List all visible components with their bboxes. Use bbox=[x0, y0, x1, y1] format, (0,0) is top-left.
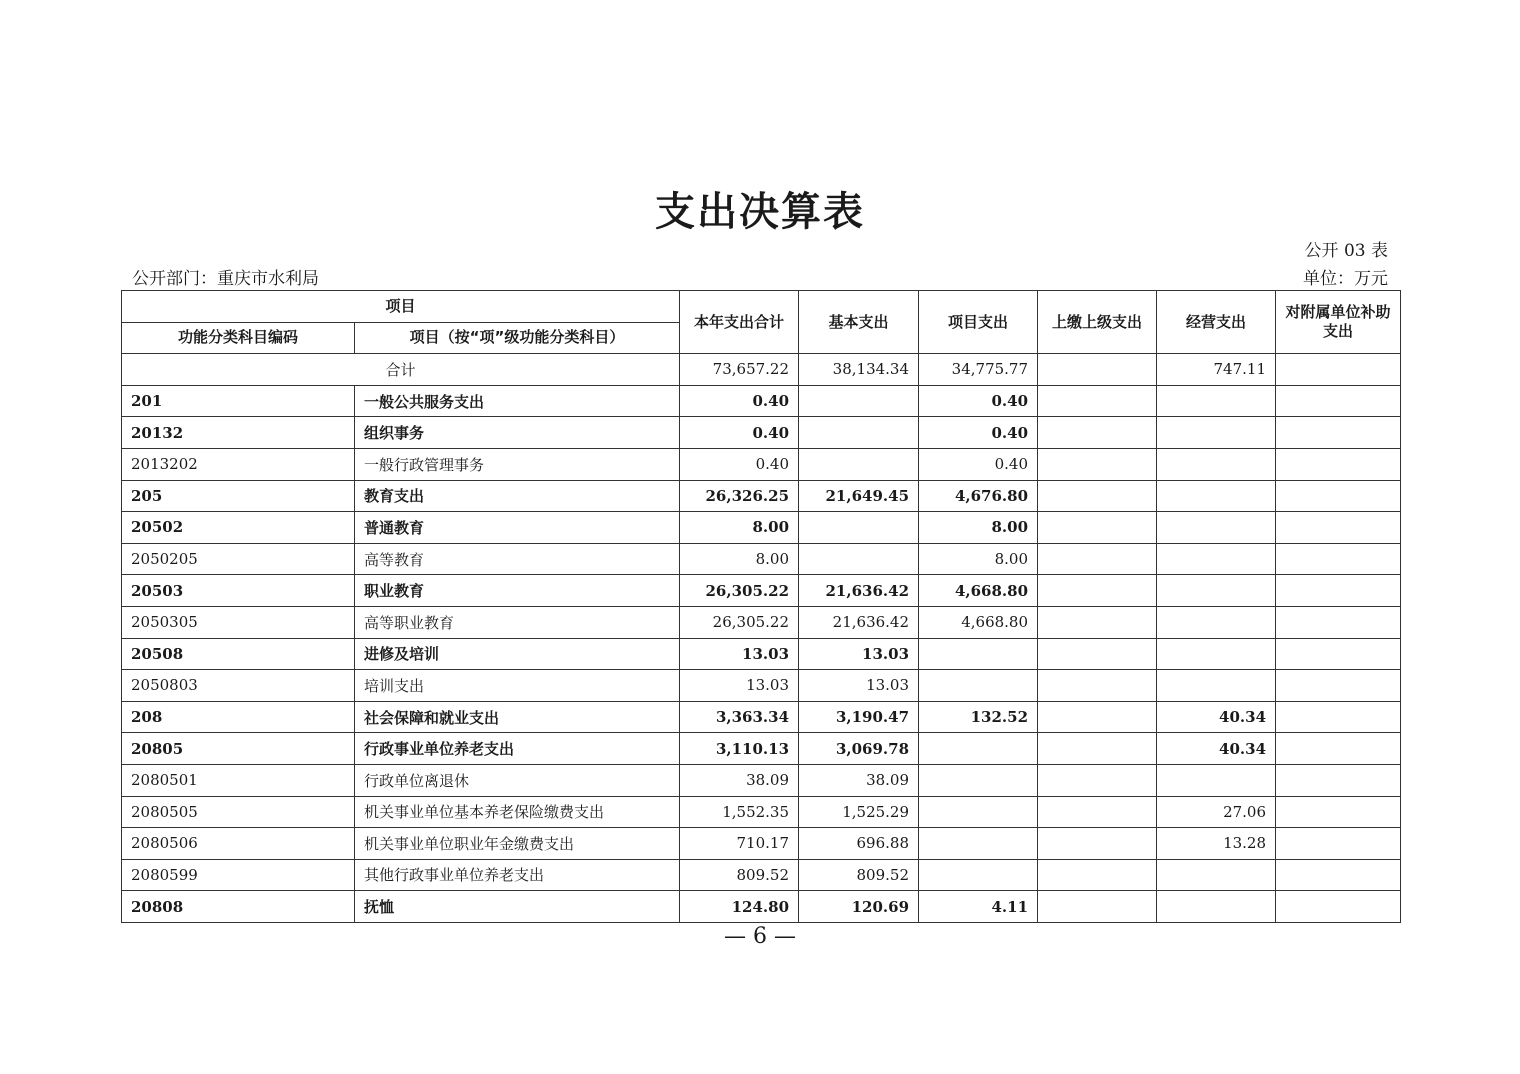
total-cell: 8.00 bbox=[680, 543, 799, 575]
name-cell: 教育支出 bbox=[355, 480, 680, 512]
code-cell: 2080506 bbox=[122, 828, 355, 860]
business-cell: 40.34 bbox=[1157, 701, 1276, 733]
table-row bbox=[122, 733, 1401, 765]
total-label: 合计 bbox=[122, 354, 680, 386]
name-cell: 组织事务 bbox=[355, 417, 680, 449]
header-subsidy: 对附属单位补助支出 bbox=[1276, 291, 1401, 354]
name-cell: 一般行政管理事务 bbox=[355, 448, 680, 480]
upper-cell bbox=[1038, 417, 1157, 449]
basic-cell bbox=[799, 385, 919, 417]
name-cell: 职业教育 bbox=[355, 575, 680, 607]
subsidy-cell bbox=[1276, 575, 1401, 607]
subsidy-cell bbox=[1276, 670, 1401, 702]
subsidy-cell bbox=[1276, 828, 1401, 860]
project-cell: 4,676.80 bbox=[919, 480, 1038, 512]
header-upper: 上缴上级支出 bbox=[1038, 291, 1157, 354]
document-title: 支出决算表 bbox=[655, 188, 865, 235]
header-row-1 bbox=[122, 291, 1401, 323]
project-cell bbox=[919, 733, 1038, 765]
code-cell: 2080599 bbox=[122, 859, 355, 891]
name-cell: 抚恤 bbox=[355, 891, 680, 923]
department-label: 公开部门：重庆市水利局 bbox=[132, 269, 319, 289]
subsidy-cell bbox=[1276, 512, 1401, 544]
name-cell: 其他行政事业单位养老支出 bbox=[355, 859, 680, 891]
upper-cell bbox=[1038, 733, 1157, 765]
name-cell: 行政单位离退休 bbox=[355, 764, 680, 796]
page-number: — 6 — bbox=[724, 924, 796, 949]
upper-cell bbox=[1038, 796, 1157, 828]
subsidy-cell bbox=[1276, 859, 1401, 891]
header-name: 项目（按“项”级功能分类科目） bbox=[355, 322, 680, 354]
basic-cell: 21,636.42 bbox=[799, 606, 919, 638]
code-cell: 2080505 bbox=[122, 796, 355, 828]
subsidy-cell bbox=[1276, 417, 1401, 449]
table-number: 公开 03 表 bbox=[1304, 241, 1388, 261]
name-cell: 一般公共服务支出 bbox=[355, 385, 680, 417]
code-cell: 2050205 bbox=[122, 543, 355, 575]
total-cell: 26,305.22 bbox=[680, 606, 799, 638]
name-cell: 行政事业单位养老支出 bbox=[355, 733, 680, 765]
total-cell: 0.40 bbox=[680, 417, 799, 449]
basic-cell: 38.09 bbox=[799, 764, 919, 796]
code-cell: 2050305 bbox=[122, 606, 355, 638]
table-row bbox=[122, 859, 1401, 891]
code-cell: 20508 bbox=[122, 638, 355, 670]
basic-cell: 3,069.78 bbox=[799, 733, 919, 765]
total-cell: 13.03 bbox=[680, 670, 799, 702]
header-total: 本年支出合计 bbox=[680, 291, 799, 354]
project-cell: 4.11 bbox=[919, 891, 1038, 923]
total-cell: 0.40 bbox=[680, 385, 799, 417]
table-row bbox=[122, 670, 1401, 702]
business-cell bbox=[1157, 480, 1276, 512]
basic-cell bbox=[799, 417, 919, 449]
table-row bbox=[122, 891, 1401, 923]
code-cell: 20805 bbox=[122, 733, 355, 765]
upper-cell bbox=[1038, 543, 1157, 575]
table-row bbox=[122, 701, 1401, 733]
name-cell: 机关事业单位基本养老保险缴费支出 bbox=[355, 796, 680, 828]
subsidy-cell bbox=[1276, 733, 1401, 765]
project-cell: 4,668.80 bbox=[919, 606, 1038, 638]
code-cell: 2050803 bbox=[122, 670, 355, 702]
project-cell bbox=[919, 670, 1038, 702]
total-cell: 1,552.35 bbox=[680, 796, 799, 828]
total-cell: 73,657.22 bbox=[680, 354, 799, 386]
code-cell: 20132 bbox=[122, 417, 355, 449]
project-cell: 132.52 bbox=[919, 701, 1038, 733]
business-cell bbox=[1157, 891, 1276, 923]
subsidy-cell bbox=[1276, 543, 1401, 575]
header-basic: 基本支出 bbox=[799, 291, 919, 354]
business-cell bbox=[1157, 385, 1276, 417]
project-cell: 0.40 bbox=[919, 448, 1038, 480]
upper-cell bbox=[1038, 670, 1157, 702]
subsidy-cell bbox=[1276, 796, 1401, 828]
header-project-expense: 项目支出 bbox=[919, 291, 1038, 354]
total-row bbox=[122, 354, 1401, 386]
project-cell bbox=[919, 764, 1038, 796]
upper-cell bbox=[1038, 512, 1157, 544]
total-cell: 8.00 bbox=[680, 512, 799, 544]
upper-cell bbox=[1038, 575, 1157, 607]
subsidy-cell bbox=[1276, 354, 1401, 386]
name-cell: 高等职业教育 bbox=[355, 606, 680, 638]
business-cell bbox=[1157, 448, 1276, 480]
subsidy-cell bbox=[1276, 764, 1401, 796]
project-cell: 8.00 bbox=[919, 543, 1038, 575]
basic-cell: 21,636.42 bbox=[799, 575, 919, 607]
header-code: 功能分类科目编码 bbox=[122, 322, 355, 354]
basic-cell: 3,190.47 bbox=[799, 701, 919, 733]
total-cell: 26,305.22 bbox=[680, 575, 799, 607]
basic-cell bbox=[799, 543, 919, 575]
upper-cell bbox=[1038, 448, 1157, 480]
table-row bbox=[122, 543, 1401, 575]
upper-cell bbox=[1038, 480, 1157, 512]
table-row bbox=[122, 385, 1401, 417]
table-row bbox=[122, 512, 1401, 544]
subsidy-cell bbox=[1276, 701, 1401, 733]
table-row bbox=[122, 828, 1401, 860]
name-cell: 机关事业单位职业年金缴费支出 bbox=[355, 828, 680, 860]
table-row bbox=[122, 796, 1401, 828]
upper-cell bbox=[1038, 638, 1157, 670]
header-project: 项目 bbox=[122, 291, 680, 323]
basic-cell: 38,134.34 bbox=[799, 354, 919, 386]
business-cell: 40.34 bbox=[1157, 733, 1276, 765]
code-cell: 2080501 bbox=[122, 764, 355, 796]
business-cell bbox=[1157, 417, 1276, 449]
total-cell: 3,110.13 bbox=[680, 733, 799, 765]
name-cell: 普通教育 bbox=[355, 512, 680, 544]
total-cell: 124.80 bbox=[680, 891, 799, 923]
upper-cell bbox=[1038, 354, 1157, 386]
subsidy-cell bbox=[1276, 638, 1401, 670]
name-cell: 进修及培训 bbox=[355, 638, 680, 670]
basic-cell: 1,525.29 bbox=[799, 796, 919, 828]
upper-cell bbox=[1038, 764, 1157, 796]
table-row bbox=[122, 480, 1401, 512]
project-cell: 0.40 bbox=[919, 385, 1038, 417]
name-cell: 高等教育 bbox=[355, 543, 680, 575]
code-cell: 20502 bbox=[122, 512, 355, 544]
project-cell bbox=[919, 859, 1038, 891]
name-cell: 社会保障和就业支出 bbox=[355, 701, 680, 733]
basic-cell: 696.88 bbox=[799, 828, 919, 860]
subsidy-cell bbox=[1276, 448, 1401, 480]
code-cell: 208 bbox=[122, 701, 355, 733]
table-row bbox=[122, 417, 1401, 449]
upper-cell bbox=[1038, 606, 1157, 638]
project-cell bbox=[919, 638, 1038, 670]
project-cell: 34,775.77 bbox=[919, 354, 1038, 386]
name-cell: 培训支出 bbox=[355, 670, 680, 702]
project-cell bbox=[919, 828, 1038, 860]
upper-cell bbox=[1038, 859, 1157, 891]
table-row bbox=[122, 638, 1401, 670]
upper-cell bbox=[1038, 891, 1157, 923]
subsidy-cell bbox=[1276, 480, 1401, 512]
project-cell: 4,668.80 bbox=[919, 575, 1038, 607]
business-cell bbox=[1157, 543, 1276, 575]
business-cell bbox=[1157, 859, 1276, 891]
header-business: 经营支出 bbox=[1157, 291, 1276, 354]
business-cell bbox=[1157, 575, 1276, 607]
basic-cell bbox=[799, 448, 919, 480]
business-cell bbox=[1157, 670, 1276, 702]
code-cell: 2013202 bbox=[122, 448, 355, 480]
basic-cell: 120.69 bbox=[799, 891, 919, 923]
code-cell: 20808 bbox=[122, 891, 355, 923]
project-cell: 0.40 bbox=[919, 417, 1038, 449]
expenditure-table bbox=[121, 290, 1401, 923]
subsidy-cell bbox=[1276, 385, 1401, 417]
total-cell: 710.17 bbox=[680, 828, 799, 860]
total-cell: 809.52 bbox=[680, 859, 799, 891]
basic-cell: 13.03 bbox=[799, 638, 919, 670]
code-cell: 20503 bbox=[122, 575, 355, 607]
total-cell: 38.09 bbox=[680, 764, 799, 796]
business-cell: 27.06 bbox=[1157, 796, 1276, 828]
total-cell: 3,363.34 bbox=[680, 701, 799, 733]
code-cell: 201 bbox=[122, 385, 355, 417]
subsidy-cell bbox=[1276, 891, 1401, 923]
upper-cell bbox=[1038, 828, 1157, 860]
business-cell bbox=[1157, 606, 1276, 638]
upper-cell bbox=[1038, 701, 1157, 733]
upper-cell bbox=[1038, 385, 1157, 417]
total-cell: 0.40 bbox=[680, 448, 799, 480]
subsidy-cell bbox=[1276, 606, 1401, 638]
basic-cell bbox=[799, 512, 919, 544]
business-cell bbox=[1157, 512, 1276, 544]
table-row bbox=[122, 606, 1401, 638]
code-cell: 205 bbox=[122, 480, 355, 512]
table-row bbox=[122, 448, 1401, 480]
table-row bbox=[122, 764, 1401, 796]
table-row bbox=[122, 575, 1401, 607]
unit-label: 单位：万元 bbox=[1303, 269, 1388, 289]
project-cell: 8.00 bbox=[919, 512, 1038, 544]
basic-cell: 809.52 bbox=[799, 859, 919, 891]
total-cell: 26,326.25 bbox=[680, 480, 799, 512]
business-cell bbox=[1157, 638, 1276, 670]
basic-cell: 21,649.45 bbox=[799, 480, 919, 512]
project-cell bbox=[919, 796, 1038, 828]
business-cell bbox=[1157, 764, 1276, 796]
business-cell: 747.11 bbox=[1157, 354, 1276, 386]
basic-cell: 13.03 bbox=[799, 670, 919, 702]
business-cell: 13.28 bbox=[1157, 828, 1276, 860]
total-cell: 13.03 bbox=[680, 638, 799, 670]
